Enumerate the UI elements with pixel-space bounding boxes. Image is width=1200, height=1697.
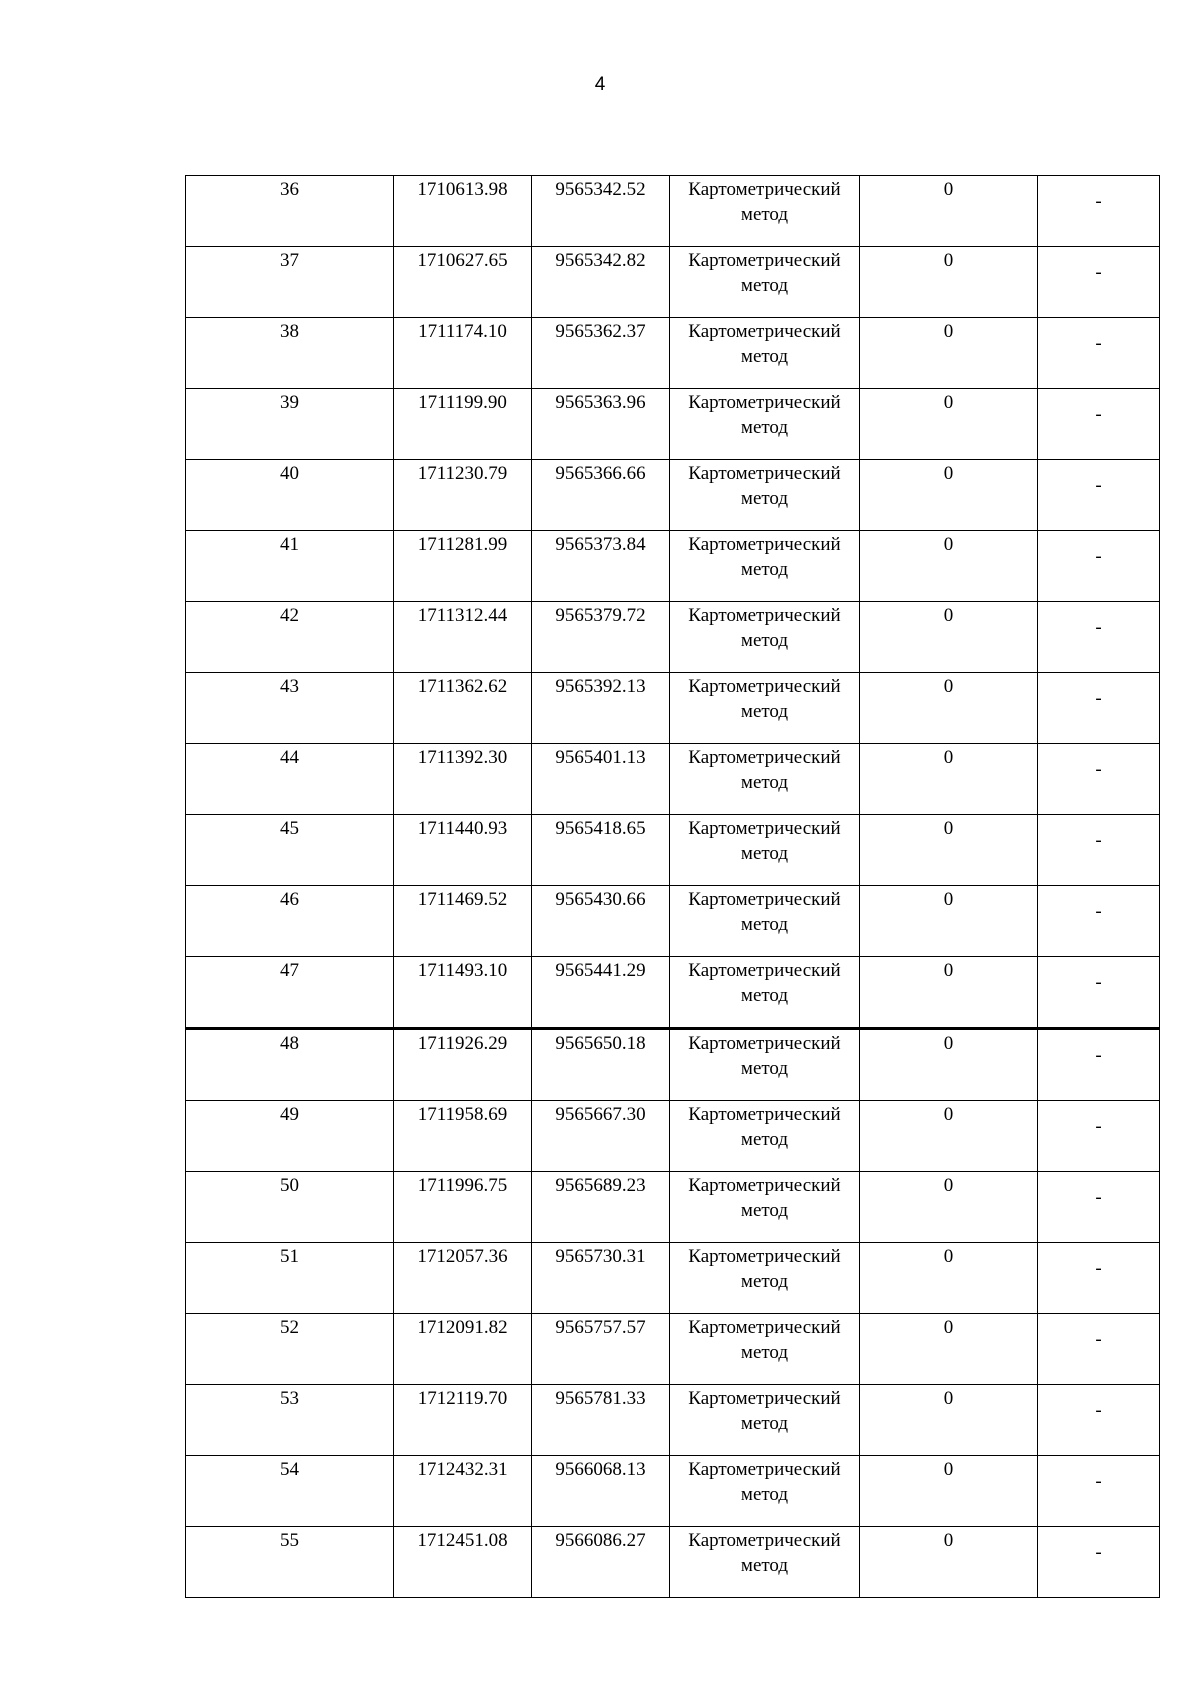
error-cell bbox=[860, 815, 1038, 886]
point-number-cell bbox=[186, 531, 394, 602]
y-coordinate-text: 9565379.72 bbox=[555, 605, 646, 626]
table-row bbox=[186, 1385, 1160, 1456]
y-coordinate-text: 9565441.29 bbox=[555, 960, 646, 981]
y-coordinate-text: 9565757.57 bbox=[555, 1317, 646, 1338]
method-text: Картометрический метод bbox=[688, 392, 841, 438]
point-number-text: 39 bbox=[280, 392, 299, 413]
note-text: - bbox=[1095, 1541, 1102, 1563]
y-coordinate-cell bbox=[532, 1527, 670, 1598]
note-cell bbox=[1038, 176, 1160, 247]
point-number-text: 55 bbox=[280, 1530, 299, 1551]
y-coordinate-text: 9565418.65 bbox=[555, 818, 646, 839]
method-cell bbox=[670, 247, 860, 318]
point-number-text: 46 bbox=[280, 889, 299, 910]
point-number-cell bbox=[186, 389, 394, 460]
table-row bbox=[186, 176, 1160, 247]
method-cell bbox=[670, 531, 860, 602]
error-text: 0 bbox=[943, 321, 954, 342]
note-text: - bbox=[1095, 1470, 1102, 1492]
error-text: 0 bbox=[943, 1530, 954, 1551]
x-coordinate-text: 1712432.31 bbox=[417, 1459, 508, 1480]
point-number-text: 36 bbox=[280, 179, 299, 200]
y-coordinate-cell bbox=[532, 1172, 670, 1243]
point-number-cell bbox=[186, 744, 394, 815]
y-coordinate-cell bbox=[532, 176, 670, 247]
point-number-text: 54 bbox=[280, 1459, 299, 1480]
x-coordinate-text: 1711230.79 bbox=[417, 463, 508, 484]
x-coordinate-cell bbox=[394, 1172, 532, 1243]
error-cell bbox=[860, 389, 1038, 460]
method-cell bbox=[670, 957, 860, 1029]
point-number-cell bbox=[186, 247, 394, 318]
point-number-cell bbox=[186, 815, 394, 886]
point-number-text: 40 bbox=[280, 463, 299, 484]
y-coordinate-text: 9565689.23 bbox=[555, 1175, 646, 1196]
y-coordinate-cell bbox=[532, 460, 670, 531]
error-text: 0 bbox=[943, 818, 954, 839]
note-cell bbox=[1038, 1101, 1160, 1172]
table-row bbox=[186, 1029, 1160, 1101]
error-cell bbox=[860, 1456, 1038, 1527]
method-text: Картометрический метод bbox=[688, 1317, 841, 1363]
note-text: - bbox=[1095, 474, 1102, 496]
y-coordinate-cell bbox=[532, 1314, 670, 1385]
method-text: Картометрический метод bbox=[688, 818, 841, 864]
point-number-cell bbox=[186, 1243, 394, 1314]
note-cell bbox=[1038, 318, 1160, 389]
error-cell bbox=[860, 1314, 1038, 1385]
x-coordinate-cell bbox=[394, 1385, 532, 1456]
method-cell bbox=[670, 1527, 860, 1598]
note-cell bbox=[1038, 1527, 1160, 1598]
note-text: - bbox=[1095, 971, 1102, 993]
error-text: 0 bbox=[943, 1459, 954, 1480]
note-cell bbox=[1038, 815, 1160, 886]
point-number-text: 41 bbox=[280, 534, 299, 555]
error-text: 0 bbox=[943, 676, 954, 697]
error-cell bbox=[860, 1527, 1038, 1598]
x-coordinate-text: 1711926.29 bbox=[417, 1033, 508, 1054]
error-cell bbox=[860, 744, 1038, 815]
note-text: - bbox=[1095, 900, 1102, 922]
x-coordinate-cell bbox=[394, 815, 532, 886]
point-number-cell bbox=[186, 673, 394, 744]
table-row bbox=[186, 460, 1160, 531]
note-cell bbox=[1038, 1029, 1160, 1101]
y-coordinate-text: 9565667.30 bbox=[555, 1104, 646, 1125]
x-coordinate-text: 1711392.30 bbox=[417, 747, 508, 768]
y-coordinate-text: 9565392.13 bbox=[555, 676, 646, 697]
note-text: - bbox=[1095, 1044, 1102, 1066]
x-coordinate-cell bbox=[394, 1243, 532, 1314]
x-coordinate-text: 1711958.69 bbox=[417, 1104, 508, 1125]
y-coordinate-text: 9565781.33 bbox=[555, 1388, 646, 1409]
point-number-cell bbox=[186, 1456, 394, 1527]
x-coordinate-cell bbox=[394, 1029, 532, 1101]
error-cell bbox=[860, 1243, 1038, 1314]
error-text: 0 bbox=[943, 1175, 954, 1196]
note-cell bbox=[1038, 389, 1160, 460]
method-cell bbox=[670, 176, 860, 247]
x-coordinate-text: 1712119.70 bbox=[417, 1388, 508, 1409]
note-text: - bbox=[1095, 758, 1102, 780]
method-text: Картометрический метод bbox=[688, 1104, 841, 1150]
note-text: - bbox=[1095, 332, 1102, 354]
method-cell bbox=[670, 815, 860, 886]
note-text: - bbox=[1095, 1257, 1102, 1279]
x-coordinate-cell bbox=[394, 744, 532, 815]
method-text: Картометрический метод bbox=[688, 250, 841, 296]
error-text: 0 bbox=[943, 1104, 954, 1125]
point-number-text: 48 bbox=[280, 1033, 299, 1054]
point-number-cell bbox=[186, 957, 394, 1029]
y-coordinate-cell bbox=[532, 1029, 670, 1101]
note-cell bbox=[1038, 1172, 1160, 1243]
point-number-cell bbox=[186, 1527, 394, 1598]
x-coordinate-cell bbox=[394, 1456, 532, 1527]
method-cell bbox=[670, 1172, 860, 1243]
x-coordinate-text: 1711174.10 bbox=[418, 321, 507, 342]
point-number-text: 43 bbox=[280, 676, 299, 697]
note-cell bbox=[1038, 673, 1160, 744]
y-coordinate-text: 9566068.13 bbox=[555, 1459, 646, 1480]
point-number-text: 51 bbox=[280, 1246, 299, 1267]
y-coordinate-text: 9565430.66 bbox=[555, 889, 646, 910]
note-text: - bbox=[1095, 1186, 1102, 1208]
note-cell bbox=[1038, 531, 1160, 602]
point-number-cell bbox=[186, 1029, 394, 1101]
error-text: 0 bbox=[943, 747, 954, 768]
x-coordinate-cell bbox=[394, 531, 532, 602]
error-text: 0 bbox=[943, 1246, 954, 1267]
method-text: Картометрический метод bbox=[688, 321, 841, 367]
error-cell bbox=[860, 602, 1038, 673]
x-coordinate-text: 1712091.82 bbox=[417, 1317, 508, 1338]
point-number-cell bbox=[186, 886, 394, 957]
point-number-cell bbox=[186, 176, 394, 247]
x-coordinate-cell bbox=[394, 389, 532, 460]
x-coordinate-cell bbox=[394, 886, 532, 957]
point-number-cell bbox=[186, 1314, 394, 1385]
method-cell bbox=[670, 1385, 860, 1456]
y-coordinate-cell bbox=[532, 1243, 670, 1314]
method-text: Картометрический метод bbox=[688, 463, 841, 509]
method-text: Картометрический метод bbox=[688, 179, 841, 225]
error-cell bbox=[860, 318, 1038, 389]
x-coordinate-text: 1711281.99 bbox=[417, 534, 508, 555]
y-coordinate-cell bbox=[532, 673, 670, 744]
y-coordinate-cell bbox=[532, 602, 670, 673]
x-coordinate-cell bbox=[394, 1314, 532, 1385]
point-number-text: 47 bbox=[280, 960, 299, 981]
y-coordinate-text: 9565650.18 bbox=[555, 1033, 646, 1054]
method-cell bbox=[670, 744, 860, 815]
note-cell bbox=[1038, 247, 1160, 318]
table-row bbox=[186, 673, 1160, 744]
x-coordinate-cell bbox=[394, 318, 532, 389]
method-text: Картометрический метод bbox=[688, 1530, 841, 1576]
note-cell bbox=[1038, 1314, 1160, 1385]
table-row bbox=[186, 1172, 1160, 1243]
method-text: Картометрический метод bbox=[688, 889, 841, 935]
method-cell bbox=[670, 1456, 860, 1527]
y-coordinate-cell bbox=[532, 531, 670, 602]
note-text: - bbox=[1095, 545, 1102, 567]
x-coordinate-cell bbox=[394, 247, 532, 318]
y-coordinate-text: 9565401.13 bbox=[555, 747, 646, 768]
x-coordinate-cell bbox=[394, 957, 532, 1029]
method-cell bbox=[670, 318, 860, 389]
point-number-cell bbox=[186, 1172, 394, 1243]
method-text: Картометрический метод bbox=[688, 534, 841, 580]
method-text: Картометрический метод bbox=[688, 1175, 841, 1221]
error-text: 0 bbox=[943, 534, 954, 555]
page-number: 4 bbox=[594, 74, 606, 95]
error-text: 0 bbox=[943, 463, 954, 484]
x-coordinate-cell bbox=[394, 1101, 532, 1172]
note-cell bbox=[1038, 602, 1160, 673]
method-text: Картометрический метод bbox=[688, 960, 841, 1006]
note-cell bbox=[1038, 1385, 1160, 1456]
method-cell bbox=[670, 1314, 860, 1385]
y-coordinate-cell bbox=[532, 1385, 670, 1456]
y-coordinate-cell bbox=[532, 1101, 670, 1172]
point-number-cell bbox=[186, 1385, 394, 1456]
table-row bbox=[186, 389, 1160, 460]
table-row bbox=[186, 531, 1160, 602]
method-cell bbox=[670, 673, 860, 744]
note-text: - bbox=[1095, 261, 1102, 283]
note-text: - bbox=[1095, 1399, 1102, 1421]
note-text: - bbox=[1095, 616, 1102, 638]
point-number-text: 45 bbox=[280, 818, 299, 839]
x-coordinate-text: 1711996.75 bbox=[417, 1175, 508, 1196]
table-row bbox=[186, 886, 1160, 957]
y-coordinate-cell bbox=[532, 389, 670, 460]
error-cell bbox=[860, 176, 1038, 247]
table-row bbox=[186, 1314, 1160, 1385]
error-cell bbox=[860, 1385, 1038, 1456]
point-number-text: 44 bbox=[280, 747, 299, 768]
x-coordinate-text: 1711469.52 bbox=[417, 889, 508, 910]
y-coordinate-text: 9566086.27 bbox=[555, 1530, 646, 1551]
y-coordinate-text: 9565366.66 bbox=[555, 463, 646, 484]
note-cell bbox=[1038, 886, 1160, 957]
note-cell bbox=[1038, 1456, 1160, 1527]
error-text: 0 bbox=[943, 960, 954, 981]
error-text: 0 bbox=[943, 250, 954, 271]
note-cell bbox=[1038, 957, 1160, 1029]
error-text: 0 bbox=[943, 1033, 954, 1054]
method-cell bbox=[670, 460, 860, 531]
point-number-text: 49 bbox=[280, 1104, 299, 1125]
note-cell bbox=[1038, 460, 1160, 531]
error-cell bbox=[860, 886, 1038, 957]
y-coordinate-cell bbox=[532, 886, 670, 957]
error-text: 0 bbox=[943, 392, 954, 413]
method-cell bbox=[670, 602, 860, 673]
method-text: Картометрический метод bbox=[688, 1459, 841, 1505]
x-coordinate-text: 1711312.44 bbox=[417, 605, 508, 626]
table-row bbox=[186, 247, 1160, 318]
point-number-cell bbox=[186, 602, 394, 673]
y-coordinate-text: 9565342.82 bbox=[555, 250, 646, 271]
point-number-cell bbox=[186, 1101, 394, 1172]
error-cell bbox=[860, 1101, 1038, 1172]
error-cell bbox=[860, 247, 1038, 318]
error-cell bbox=[860, 1029, 1038, 1101]
x-coordinate-text: 1711199.90 bbox=[418, 392, 507, 413]
method-text: Картометрический метод bbox=[688, 1033, 841, 1079]
x-coordinate-cell bbox=[394, 460, 532, 531]
note-text: - bbox=[1095, 403, 1102, 425]
y-coordinate-cell bbox=[532, 744, 670, 815]
method-cell bbox=[670, 389, 860, 460]
y-coordinate-text: 9565362.37 bbox=[555, 321, 646, 342]
coordinates-table bbox=[185, 175, 1160, 1598]
method-cell bbox=[670, 1243, 860, 1314]
error-text: 0 bbox=[943, 1388, 954, 1409]
table-row bbox=[186, 318, 1160, 389]
table-row bbox=[186, 815, 1160, 886]
x-coordinate-text: 1712451.08 bbox=[417, 1530, 508, 1551]
method-text: Картометрический метод bbox=[688, 676, 841, 722]
point-number-text: 42 bbox=[280, 605, 299, 626]
error-text: 0 bbox=[943, 605, 954, 626]
x-coordinate-text: 1712057.36 bbox=[417, 1246, 508, 1267]
error-text: 0 bbox=[943, 179, 954, 200]
point-number-text: 38 bbox=[280, 321, 299, 342]
y-coordinate-text: 9565363.96 bbox=[555, 392, 646, 413]
table-row bbox=[186, 1243, 1160, 1314]
error-cell bbox=[860, 1172, 1038, 1243]
point-number-text: 50 bbox=[280, 1175, 299, 1196]
x-coordinate-text: 1710613.98 bbox=[417, 179, 508, 200]
note-cell bbox=[1038, 1243, 1160, 1314]
table-row bbox=[186, 1101, 1160, 1172]
error-cell bbox=[860, 673, 1038, 744]
error-cell bbox=[860, 531, 1038, 602]
point-number-text: 53 bbox=[280, 1388, 299, 1409]
x-coordinate-cell bbox=[394, 602, 532, 673]
note-text: - bbox=[1095, 1328, 1102, 1350]
error-text: 0 bbox=[943, 1317, 954, 1338]
table-row bbox=[186, 1456, 1160, 1527]
x-coordinate-text: 1711440.93 bbox=[417, 818, 508, 839]
table-row bbox=[186, 1527, 1160, 1598]
note-cell bbox=[1038, 744, 1160, 815]
y-coordinate-cell bbox=[532, 318, 670, 389]
note-text: - bbox=[1095, 190, 1102, 212]
y-coordinate-cell bbox=[532, 247, 670, 318]
table-row bbox=[186, 744, 1160, 815]
method-cell bbox=[670, 886, 860, 957]
y-coordinate-text: 9565730.31 bbox=[555, 1246, 646, 1267]
point-number-cell bbox=[186, 318, 394, 389]
x-coordinate-text: 1711493.10 bbox=[417, 960, 508, 981]
y-coordinate-cell bbox=[532, 815, 670, 886]
method-text: Картометрический метод bbox=[688, 747, 841, 793]
note-text: - bbox=[1095, 687, 1102, 709]
note-text: - bbox=[1095, 1115, 1102, 1137]
x-coordinate-cell bbox=[394, 1527, 532, 1598]
method-cell bbox=[670, 1101, 860, 1172]
point-number-text: 52 bbox=[280, 1317, 299, 1338]
y-coordinate-text: 9565373.84 bbox=[555, 534, 646, 555]
point-number-text: 37 bbox=[280, 250, 299, 271]
y-coordinate-text: 9565342.52 bbox=[555, 179, 646, 200]
x-coordinate-cell bbox=[394, 673, 532, 744]
table-row bbox=[186, 957, 1160, 1029]
method-text: Картометрический метод bbox=[688, 1246, 841, 1292]
error-cell bbox=[860, 460, 1038, 531]
note-text: - bbox=[1095, 829, 1102, 851]
table-row bbox=[186, 602, 1160, 673]
y-coordinate-cell bbox=[532, 1456, 670, 1527]
method-text: Картометрический метод bbox=[688, 1388, 841, 1434]
x-coordinate-text: 1711362.62 bbox=[417, 676, 508, 697]
x-coordinate-text: 1710627.65 bbox=[417, 250, 508, 271]
x-coordinate-cell bbox=[394, 176, 532, 247]
y-coordinate-cell bbox=[532, 957, 670, 1029]
coordinates-table-body bbox=[186, 176, 1160, 1598]
method-cell bbox=[670, 1029, 860, 1101]
error-cell bbox=[860, 957, 1038, 1029]
error-text: 0 bbox=[943, 889, 954, 910]
point-number-cell bbox=[186, 460, 394, 531]
method-text: Картометрический метод bbox=[688, 605, 841, 651]
